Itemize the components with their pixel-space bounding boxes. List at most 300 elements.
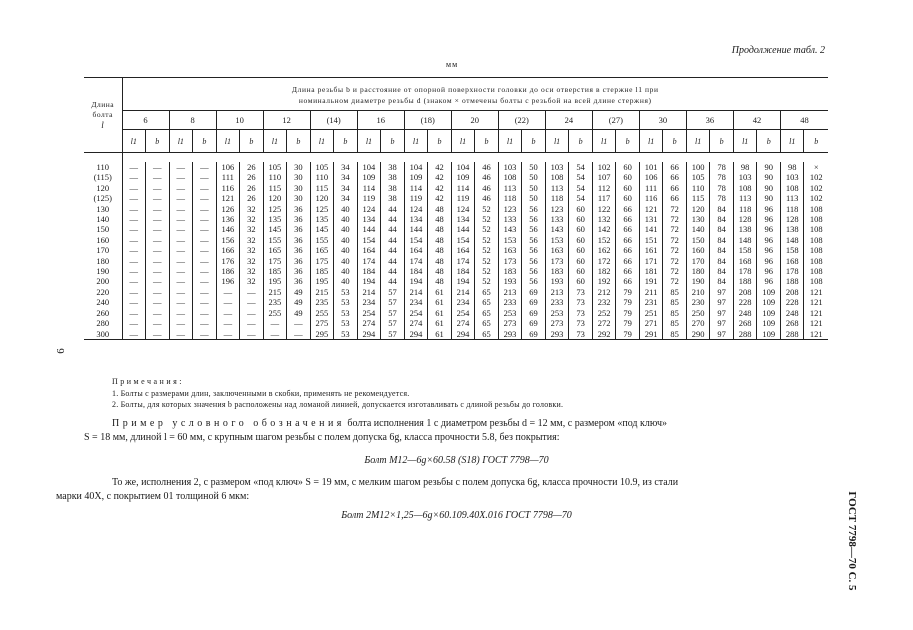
value-cell: 104 (404, 162, 428, 172)
value-cell: 36 (287, 224, 311, 234)
value-cell: 61 (428, 308, 452, 318)
value-cell: 46 (475, 172, 499, 182)
value-cell: 185 (310, 266, 334, 276)
value-cell: 192 (592, 276, 616, 286)
value-cell: 57 (381, 297, 405, 307)
value-cell: 26 (240, 183, 264, 193)
b-header: b (663, 130, 687, 153)
value-cell: 294 (404, 329, 428, 340)
value-cell: — (169, 329, 193, 340)
table-row (84, 308, 828, 318)
value-cell: 60 (569, 224, 593, 234)
value-cell: 144 (451, 224, 475, 234)
value-cell: 44 (381, 204, 405, 214)
value-cell: 36 (287, 276, 311, 286)
value-cell: — (240, 287, 264, 297)
designation-formula-2: Болт 2М12×1,25—6g×60.109.40Х.016 ГОСТ 7798—70 (341, 510, 572, 521)
value-cell: 78 (710, 162, 734, 172)
value-cell: 208 (733, 287, 757, 297)
value-cell: 213 (498, 287, 522, 297)
value-cell: 96 (757, 276, 781, 286)
value-cell: 32 (240, 214, 264, 224)
value-cell: 182 (592, 266, 616, 276)
value-cell: — (263, 329, 287, 340)
spacer-cell (84, 153, 122, 163)
b-header: b (757, 130, 781, 153)
value-cell: 61 (428, 297, 452, 307)
l1-header: l1 (592, 130, 616, 153)
value-cell: 52 (475, 235, 499, 245)
value-cell: 66 (616, 235, 640, 245)
value-cell: 69 (522, 308, 546, 318)
value-cell: 254 (451, 308, 475, 318)
value-cell: — (240, 308, 264, 318)
value-cell: 153 (498, 235, 522, 245)
bolt-length-cell: 200 (84, 276, 122, 286)
value-cell: 48 (428, 256, 452, 266)
diameter-header: (27) (592, 111, 639, 130)
diameter-header: 30 (639, 111, 686, 130)
value-cell: 61 (428, 287, 452, 297)
value-cell: 72 (663, 245, 687, 255)
bolt-length-cell: 220 (84, 287, 122, 297)
value-cell: 178 (733, 266, 757, 276)
value-cell: 120 (310, 193, 334, 203)
value-cell: 171 (639, 256, 663, 266)
value-cell: 102 (804, 193, 828, 203)
value-cell: 56 (522, 204, 546, 214)
value-cell: 293 (545, 329, 569, 340)
value-cell: 275 (310, 318, 334, 328)
value-cell: 44 (381, 214, 405, 224)
value-cell: 109 (757, 297, 781, 307)
length-header-line: Длина (91, 100, 115, 109)
bolt-length-cell: 150 (84, 224, 122, 234)
value-cell: — (169, 276, 193, 286)
bolt-length-cell: 130 (84, 204, 122, 214)
b-header: b (334, 130, 358, 153)
value-cell: 72 (663, 276, 687, 286)
value-cell: 135 (310, 214, 334, 224)
value-cell: 124 (404, 204, 428, 214)
value-cell: 96 (757, 256, 781, 266)
value-cell: 128 (733, 214, 757, 224)
b-header: b (616, 130, 640, 153)
value-cell: 194 (451, 276, 475, 286)
value-cell: 173 (498, 256, 522, 266)
value-cell: 105 (686, 172, 710, 182)
value-cell: 66 (616, 204, 640, 214)
value-cell: 170 (686, 256, 710, 266)
value-cell: 148 (780, 235, 804, 245)
value-cell: 40 (334, 204, 358, 214)
value-cell: 48 (428, 245, 452, 255)
bolt-length-cell: 300 (84, 329, 122, 340)
value-cell: — (169, 245, 193, 255)
value-cell: 153 (545, 235, 569, 245)
l1-header: l1 (639, 130, 663, 153)
value-cell: 48 (428, 224, 452, 234)
value-cell: 60 (616, 162, 640, 172)
value-cell: 273 (545, 318, 569, 328)
value-cell: — (146, 214, 170, 224)
value-cell: 125 (310, 204, 334, 214)
value-cell: 195 (263, 276, 287, 286)
value-cell: — (193, 256, 217, 266)
value-cell: 60 (569, 256, 593, 266)
table-row (84, 162, 828, 172)
value-cell: 155 (310, 235, 334, 245)
value-cell: 69 (522, 287, 546, 297)
thread-length-caption (122, 78, 828, 111)
diameter-header: 48 (780, 111, 828, 130)
value-cell: 143 (545, 224, 569, 234)
value-cell: 162 (592, 245, 616, 255)
bolt-length-cell: 180 (84, 256, 122, 266)
value-cell: 188 (780, 276, 804, 286)
value-cell: 108 (545, 172, 569, 182)
b-header: b (710, 130, 734, 153)
value-cell: — (287, 329, 311, 340)
value-cell: 84 (710, 224, 734, 234)
value-cell: 130 (686, 214, 710, 224)
value-cell: 151 (639, 235, 663, 245)
value-cell: 138 (780, 224, 804, 234)
value-cell: 79 (616, 297, 640, 307)
value-cell: — (193, 329, 217, 340)
value-cell: 32 (240, 224, 264, 234)
value-cell: 124 (451, 204, 475, 214)
value-cell: 121 (804, 287, 828, 297)
bolt-length-cell: 110 (84, 162, 122, 172)
value-cell: 36 (287, 256, 311, 266)
value-cell: 194 (404, 276, 428, 286)
value-cell: 98 (780, 162, 804, 172)
value-cell: — (122, 276, 146, 286)
value-cell: 268 (780, 318, 804, 328)
table-row (84, 235, 828, 245)
value-cell: — (122, 329, 146, 340)
value-cell: — (193, 308, 217, 318)
value-cell: 40 (334, 256, 358, 266)
value-cell: 175 (310, 256, 334, 266)
value-cell: 123 (545, 204, 569, 214)
value-cell: 163 (498, 245, 522, 255)
value-cell: 161 (639, 245, 663, 255)
value-cell: 193 (545, 276, 569, 286)
value-cell: 106 (639, 172, 663, 182)
value-cell: 164 (357, 245, 381, 255)
diameter-header: 12 (263, 111, 310, 130)
value-cell: 66 (616, 266, 640, 276)
value-cell: 103 (780, 172, 804, 182)
value-cell: 36 (287, 235, 311, 245)
value-cell: 84 (710, 256, 734, 266)
value-cell: 97 (710, 297, 734, 307)
value-cell: — (169, 204, 193, 214)
value-cell: 60 (616, 183, 640, 193)
value-cell: — (193, 224, 217, 234)
value-cell: 66 (616, 276, 640, 286)
value-cell: — (240, 329, 264, 340)
value-cell: 294 (357, 329, 381, 340)
l1-header: l1 (216, 130, 240, 153)
table-row (84, 266, 828, 276)
value-cell: 52 (475, 266, 499, 276)
value-cell: 124 (357, 204, 381, 214)
value-cell: 109 (757, 329, 781, 340)
value-cell: 121 (804, 308, 828, 318)
b-header: b (240, 130, 264, 153)
table-row (84, 193, 828, 203)
diameter-header: 8 (169, 111, 216, 130)
l1-header: l1 (545, 130, 569, 153)
example-heading: Пример условного обозначения (112, 418, 345, 429)
value-cell: 104 (357, 162, 381, 172)
value-cell: 118 (733, 204, 757, 214)
value-cell: 213 (545, 287, 569, 297)
value-cell: 48 (428, 235, 452, 245)
value-cell: 211 (639, 287, 663, 297)
value-cell: 154 (404, 235, 428, 245)
value-cell: 78 (710, 183, 734, 193)
value-cell: 109 (757, 318, 781, 328)
value-cell: 73 (569, 329, 593, 340)
value-cell: 253 (498, 308, 522, 318)
value-cell: 78 (710, 172, 734, 182)
value-cell: 163 (545, 245, 569, 255)
value-cell: 49 (287, 287, 311, 297)
value-cell: 111 (216, 172, 240, 182)
value-cell: 145 (310, 224, 334, 234)
value-cell: 48 (428, 276, 452, 286)
value-cell: 295 (310, 329, 334, 340)
value-cell: 97 (710, 329, 734, 340)
value-cell: 141 (639, 224, 663, 234)
bolt-length-cell: 120 (84, 183, 122, 193)
value-cell: 32 (240, 266, 264, 276)
value-cell: 108 (804, 266, 828, 276)
value-cell: 40 (334, 214, 358, 224)
value-cell: 84 (710, 245, 734, 255)
value-cell: 44 (381, 245, 405, 255)
value-cell: 114 (357, 183, 381, 193)
value-cell: 96 (757, 224, 781, 234)
value-cell: 34 (334, 183, 358, 193)
value-cell: — (122, 287, 146, 297)
bolt-length-cell: 170 (84, 245, 122, 255)
value-cell: 30 (287, 172, 311, 182)
value-cell: 101 (639, 162, 663, 172)
table-row (84, 214, 828, 224)
b-header: b (287, 130, 311, 153)
value-cell: 178 (780, 266, 804, 276)
value-cell: 194 (357, 276, 381, 286)
value-cell: 158 (733, 245, 757, 255)
value-cell: — (146, 235, 170, 245)
value-cell: 42 (428, 183, 452, 193)
value-cell: 30 (287, 193, 311, 203)
value-cell: — (169, 297, 193, 307)
value-cell: — (122, 162, 146, 172)
value-cell: 84 (710, 204, 734, 214)
table-row (84, 276, 828, 286)
diameter-header: 42 (733, 111, 780, 130)
value-cell: — (146, 193, 170, 203)
value-cell: — (287, 318, 311, 328)
value-cell: 54 (569, 172, 593, 182)
value-cell: 30 (287, 162, 311, 172)
bolt-length-cell: 160 (84, 235, 122, 245)
table-row (84, 183, 828, 193)
value-cell: 40 (334, 245, 358, 255)
value-cell: 52 (475, 224, 499, 234)
value-cell: 44 (381, 235, 405, 245)
value-cell: 274 (404, 318, 428, 328)
designation-example-paragraph-2 (56, 476, 828, 503)
value-cell: 118 (780, 204, 804, 214)
value-cell: 36 (287, 266, 311, 276)
value-cell: 168 (733, 256, 757, 266)
value-cell: — (169, 266, 193, 276)
value-cell: — (263, 318, 287, 328)
value-cell: 116 (216, 183, 240, 193)
value-cell: 254 (357, 308, 381, 318)
value-cell: 98 (733, 162, 757, 172)
value-cell: 32 (240, 245, 264, 255)
value-cell: 26 (240, 193, 264, 203)
value-cell: — (193, 276, 217, 286)
spacer-cell (122, 153, 828, 163)
value-cell: 228 (780, 297, 804, 307)
value-cell: 66 (616, 256, 640, 266)
value-cell: 293 (498, 329, 522, 340)
value-cell: 49 (287, 308, 311, 318)
value-cell: 255 (263, 308, 287, 318)
notes-title: Примечания: (112, 377, 185, 386)
value-cell: — (146, 329, 170, 340)
value-cell: 208 (780, 287, 804, 297)
value-cell: 174 (357, 256, 381, 266)
value-cell: 183 (545, 266, 569, 276)
diameter-header: 16 (357, 111, 404, 130)
value-cell: 72 (663, 214, 687, 224)
value-cell: 56 (522, 245, 546, 255)
value-cell: 155 (263, 235, 287, 245)
value-cell: 105 (310, 162, 334, 172)
value-cell: 66 (663, 183, 687, 193)
value-cell: 235 (310, 297, 334, 307)
value-cell: 60 (569, 214, 593, 224)
value-cell: 40 (334, 276, 358, 286)
value-cell: 53 (334, 287, 358, 297)
value-cell: — (193, 214, 217, 224)
value-cell: — (193, 183, 217, 193)
value-cell: 119 (451, 193, 475, 203)
l1-header: l1 (169, 130, 193, 153)
value-cell: 52 (475, 214, 499, 224)
value-cell: 44 (381, 266, 405, 276)
value-cell: 36 (287, 214, 311, 224)
value-cell: 108 (804, 245, 828, 255)
value-cell: — (122, 297, 146, 307)
value-cell: 103 (545, 162, 569, 172)
value-cell: 26 (240, 172, 264, 182)
value-cell: 42 (428, 193, 452, 203)
value-cell: 42 (428, 162, 452, 172)
table-row (84, 172, 828, 182)
value-cell: 97 (710, 308, 734, 318)
value-cell: 61 (428, 329, 452, 340)
value-cell: 48 (428, 204, 452, 214)
value-cell: 107 (592, 172, 616, 182)
bolt-length-cell: 240 (84, 297, 122, 307)
value-cell: 133 (498, 214, 522, 224)
value-cell: 40 (334, 266, 358, 276)
value-cell: 26 (240, 162, 264, 172)
b-header: b (475, 130, 499, 153)
value-cell: 40 (334, 224, 358, 234)
table-row (84, 256, 828, 266)
table-row (84, 329, 828, 340)
value-cell: — (169, 193, 193, 203)
value-cell: 38 (381, 162, 405, 172)
bolt-dimensions-table (84, 77, 828, 340)
value-cell: 112 (592, 183, 616, 193)
value-cell: — (146, 256, 170, 266)
value-cell: 60 (616, 172, 640, 182)
value-cell: 140 (686, 224, 710, 234)
value-cell: 121 (639, 204, 663, 214)
l1-header: l1 (733, 130, 757, 153)
value-cell: 165 (263, 245, 287, 255)
value-cell: 102 (592, 162, 616, 172)
value-cell: 97 (710, 287, 734, 297)
example-text: марки 40Х, с покрытием 01 толщиной 6 мкм: (56, 490, 250, 502)
value-cell: — (193, 204, 217, 214)
value-cell: 52 (475, 204, 499, 214)
example-text: S = 18 мм, длиной l = 60 мм, с крупным шагом резьбы с полем допуска 6g, класса прочности 5.8, без покрытия: (84, 431, 560, 443)
value-cell: 108 (804, 204, 828, 214)
value-cell: 108 (733, 183, 757, 193)
value-cell: 290 (686, 329, 710, 340)
value-cell: — (122, 204, 146, 214)
value-cell: 119 (357, 193, 381, 203)
value-cell: 49 (287, 297, 311, 307)
value-cell: 123 (498, 204, 522, 214)
value-cell: 117 (592, 193, 616, 203)
value-cell: 118 (545, 193, 569, 203)
value-cell: 184 (404, 266, 428, 276)
value-cell: — (216, 329, 240, 340)
value-cell: 233 (498, 297, 522, 307)
value-cell: 34 (334, 162, 358, 172)
value-cell: — (122, 245, 146, 255)
value-cell: 109 (357, 172, 381, 182)
value-cell: 79 (616, 329, 640, 340)
value-cell: 108 (804, 214, 828, 224)
value-cell: 113 (780, 193, 804, 203)
value-cell: 65 (475, 329, 499, 340)
value-cell: 44 (381, 256, 405, 266)
value-cell: 145 (263, 224, 287, 234)
page-number: 6 (54, 348, 67, 354)
value-cell: 48 (428, 214, 452, 224)
value-cell: 53 (334, 297, 358, 307)
value-cell: 113 (733, 193, 757, 203)
value-cell: 90 (757, 172, 781, 182)
value-cell: 65 (475, 318, 499, 328)
